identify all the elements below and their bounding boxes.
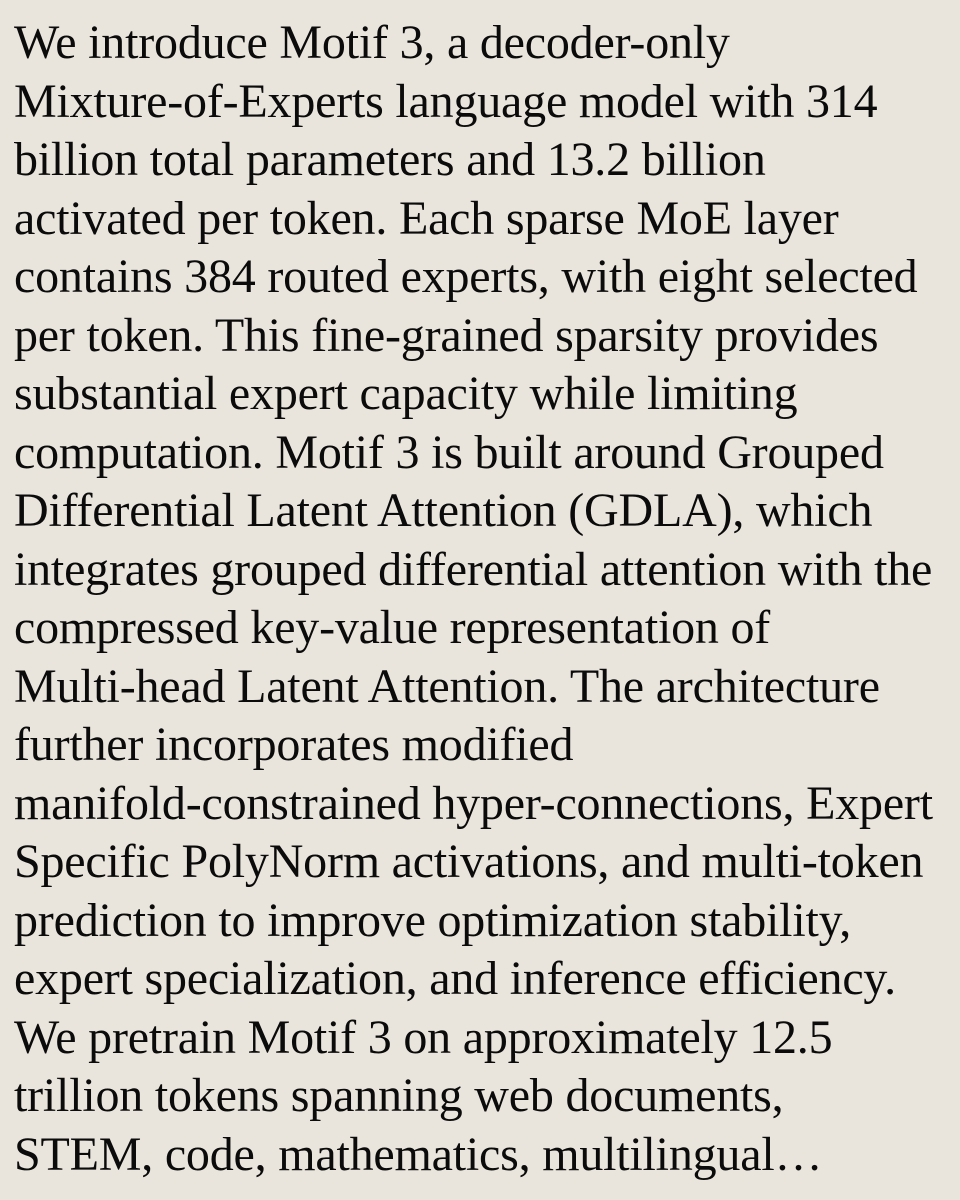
abstract-line: We pretrain Motif 3 on approximately 12.5: [14, 1010, 833, 1064]
abstract-line: Specific PolyNorm activations, and multi-token: [14, 835, 924, 888]
abstract-line: substantial expert capacity while limiting: [14, 367, 798, 420]
abstract-line: integrates grouped differential attention with the: [14, 542, 933, 596]
abstract-line: billion total parameters and 13.2 billion: [14, 133, 766, 186]
abstract-line: manifold-constrained hyper-connections, Expert: [14, 776, 933, 830]
abstract-line: expert specialization, and inference efficiency.: [14, 952, 896, 1005]
abstract-line: Multi-head Latent Attention. The architecture: [14, 659, 880, 713]
abstract-line: compressed key-value representation of: [14, 601, 771, 654]
abstract-line: Differential Latent Attention (GDLA), which: [14, 484, 873, 537]
abstract-line: We introduce Motif 3, a decoder-only: [14, 16, 730, 69]
abstract-line: per token. This fine-grained sparsity provides: [14, 308, 879, 362]
abstract-line: prediction to improve optimization stability,: [14, 893, 852, 947]
abstract-line: STEM, code, mathematics, multilingual…: [14, 1127, 823, 1181]
abstract-line: computation. Motif 3 is built around Grouped: [14, 425, 884, 479]
abstract-line: contains 384 routed experts, with eight selected: [14, 250, 918, 303]
abstract-line: activated per token. Each sparse MoE layer: [14, 191, 839, 245]
abstract-paragraph: [14, 14, 946, 1184]
abstract-line: further incorporates modified: [14, 718, 574, 771]
abstract-line: Mixture-of-Experts language model with 314: [14, 74, 878, 128]
abstract-line: trillion tokens spanning web documents,: [14, 1069, 784, 1122]
